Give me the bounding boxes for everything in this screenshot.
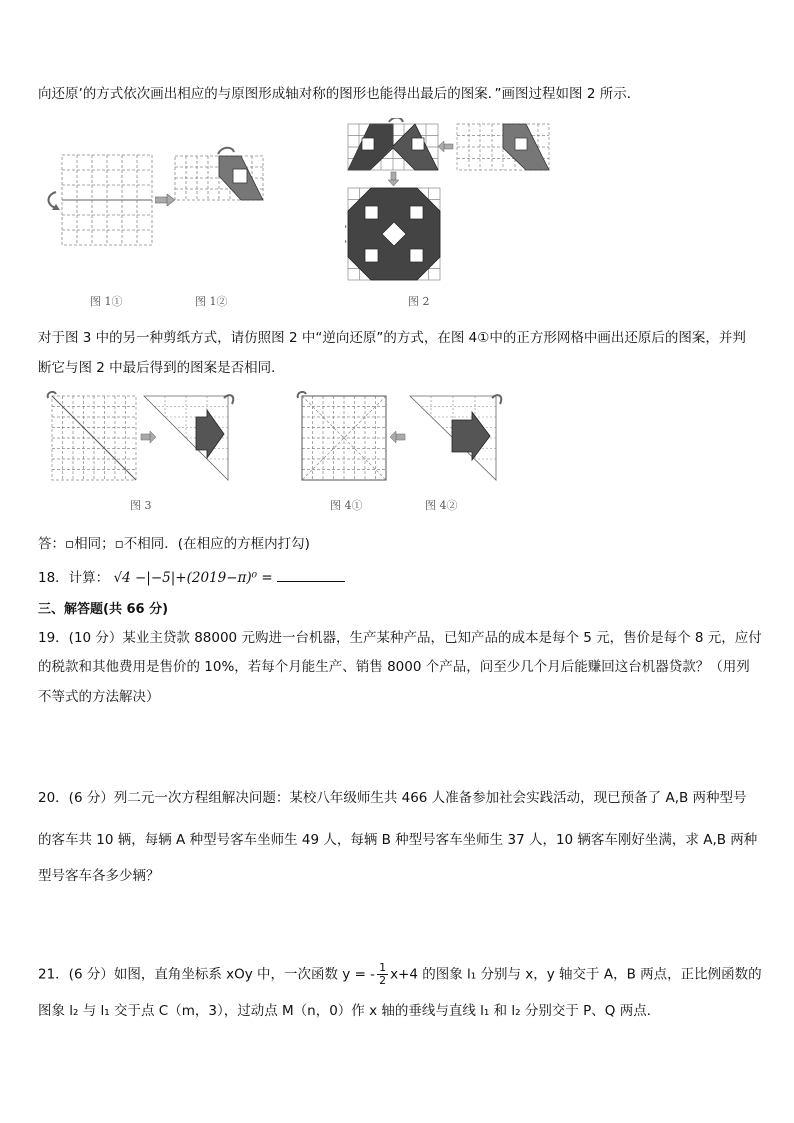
- q21-frac-den: 2: [379, 974, 387, 987]
- q19-line-1: 19．(10 分）某业主贷款 88000 元购进一台机器，生产某种产品，已知产品的成本是每个 5 元，售价是每个 8 元，应付: [38, 630, 762, 646]
- q18-expression: √4 −|−5|+(2019−π)⁰ =: [113, 570, 273, 586]
- q20-line-3: 型号客车各多少辆？: [38, 868, 160, 884]
- figure-3: [42, 390, 242, 490]
- caption-fig1-2: 图 1②: [195, 295, 228, 308]
- caption-fig4-2: 图 4②: [425, 499, 458, 512]
- top-paragraph-line: 向还原’的方式依次画出相应的与原图形成轴对称的图形也能得出最后的图案．”画图过程如图 2 所示．: [38, 86, 641, 102]
- figure-1-2: [172, 146, 272, 206]
- q21-line-1a: 21．(6 分）如图，直角坐标系 xOy 中，一次函数 y = -: [38, 966, 376, 983]
- caption-fig2: 图 2: [408, 295, 430, 308]
- q20-line-1: 20．(6 分）列二元一次方程组解决问题：某校八年级师生共 466 人准备参加社会实践活动，现已预备了 A,B 两种型号: [38, 790, 747, 806]
- q18-label: 18．计算：: [38, 570, 110, 586]
- figure-4: [292, 390, 512, 490]
- q21-line-1: [38, 962, 762, 987]
- q20-line-2: 的客车共 10 辆，每辆 A 种型号客车坐师生 49 人，每辆 B 种型号客车坐师生 37 人，10 辆客车刚好坐满，求 A,B 两种: [38, 832, 758, 848]
- caption-fig1-1: 图 1①: [90, 295, 123, 308]
- figure-2: [345, 118, 555, 288]
- caption-fig3: 图 3: [130, 499, 152, 512]
- q21-fraction: [377, 962, 388, 987]
- instruction-line-2: 断它与图 2 中最后得到的图案是否相同．: [38, 360, 285, 376]
- q19-line-3: 不等式的方法解决）: [38, 689, 160, 705]
- q21-frac-num: 1: [379, 961, 387, 974]
- caption-fig4-1: 图 4①: [330, 499, 363, 512]
- q19-line-2: 的税款和其他费用是售价的 10%，若每个月能生产、销售 8000 个产品，问至少几个月后能赚回这台机器贷款？（用列: [38, 659, 750, 675]
- q21-line-1b: x+4 的图象 l₁ 分别与 x，y 轴交于 A，B 两点，正比例函数的: [390, 966, 762, 983]
- q18-answer-blank[interactable]: [277, 569, 345, 582]
- question-18: [38, 566, 345, 586]
- section-3-heading: 三、解答题(共 66 分): [38, 602, 169, 617]
- answer-line: 答：▫相同；▫不相同．(在相应的方框内打勾): [38, 536, 310, 552]
- instruction-line-1: 对于图 3 中的另一种剪纸方式，请仿照图 2 中“逆向还原”的方式，在图 4①中的正方形网格中画出还原后的图案，并判: [38, 330, 746, 346]
- q21-line-2: 图象 l₂ 与 l₁ 交于点 C（m，3），过动点 M（n，0）作 x 轴的垂线与直线 l₁ 和 l₂ 分别交于 P、Q 两点．: [38, 1003, 661, 1019]
